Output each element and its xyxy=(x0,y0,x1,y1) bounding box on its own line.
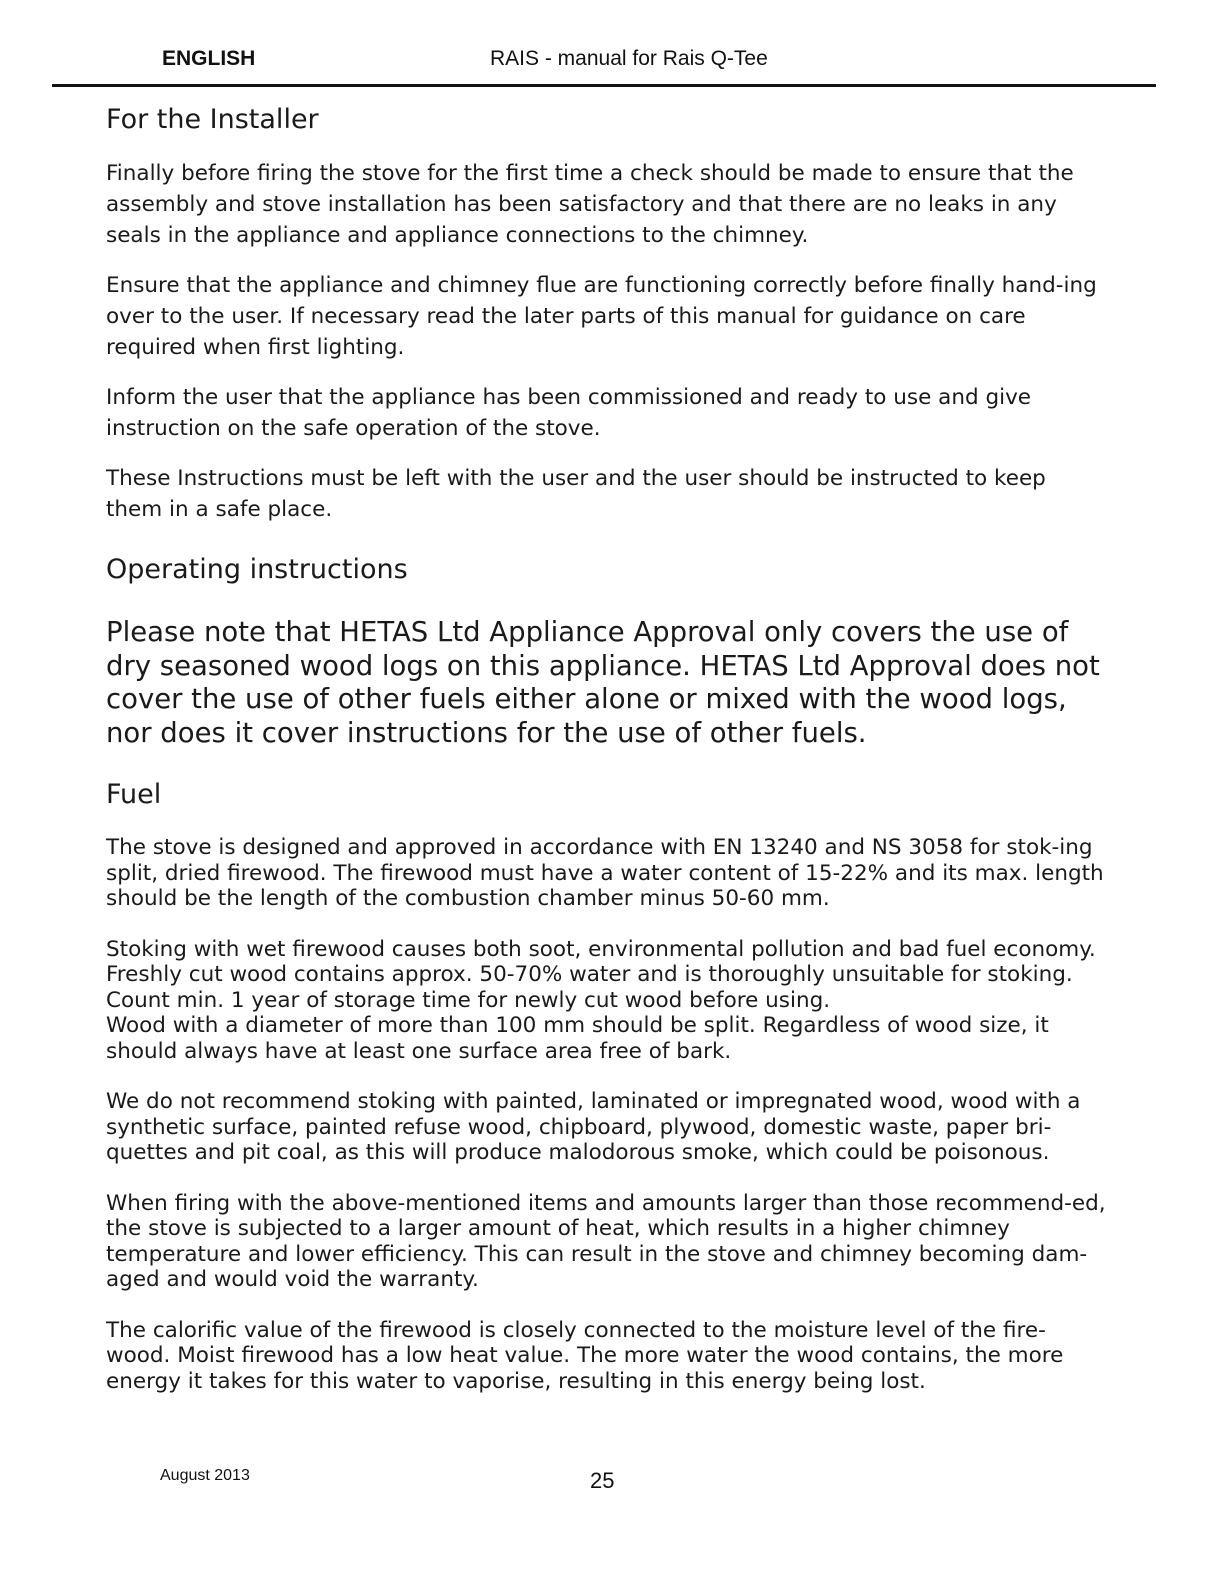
installer-paragraph-3: Inform the user that the appliance has been commissioned and ready to use and give instruction on the safe operation of the stove. xyxy=(106,385,1032,441)
installer-paragraph-1: Finally before firing the stove for the first time a check should be made to ensure that the assembly and stove installation has been satisfactory and that there are no leaks in any seals in the appliance and appliance connections to the chimney. xyxy=(106,161,1074,248)
footer-date: August 2013 xyxy=(160,1467,250,1484)
hetas-approval-note: Please note that HETAS Ltd Appliance Approval only covers the use of dry seasoned wood logs on this appliance. HETAS Ltd Approval does not cover the use of other fuels either alone or mixed with the wood logs, nor does it cover instructions for the use of other fuels. xyxy=(106,616,1100,749)
header-title: RAIS - manual for Rais Q-Tee xyxy=(490,47,768,70)
fuel-paragraph-1: The stove is designed and approved in accordance with EN 13240 and NS 3058 for stok-ing split, dried firewood. The firewood must have a water content of 15-22% and its max. length should be the length of the combustion chamber minus 50-60 mm. xyxy=(106,835,1104,911)
installer-paragraph-4: These Instructions must be left with the user and the user should be instructed to keep them in a safe place. xyxy=(106,466,1046,522)
operating-heading: Operating instructions xyxy=(106,554,408,585)
installer-paragraph-2: Ensure that the appliance and chimney flue are functioning correctly before finally hand-ing over to the user. If necessary read the later parts of this manual for guidance on care required when first lighting. xyxy=(106,273,1097,360)
installer-heading: For the Installer xyxy=(106,104,319,135)
fuel-paragraph-5: When firing with the above-mentioned items and amounts larger than those recommend-ed, the stove is subjected to a larger amount of heat, which results in a higher chimney temperature and lower efficiency. This can result in the stove and chimney becoming dam-aged and would void the warranty. xyxy=(106,1190,1106,1292)
fuel-paragraph-2: Stoking with wet firewood causes both soot, environmental pollution and bad fuel economy. Freshly cut wood contains approx. 50-70% water and is thoroughly unsuitable for stoking. Count min. 1 year of storage time for newly cut wood before using. xyxy=(106,936,1096,1013)
page-number: 25 xyxy=(590,1468,615,1493)
header-language: ENGLISH xyxy=(162,47,256,70)
page-content xyxy=(106,100,1106,1394)
fuel-paragraph-3: Wood with a diameter of more than 100 mm should be split. Regardless of wood size, it should always have at least one surface area free of bark. xyxy=(106,1013,1049,1064)
header-divider xyxy=(52,84,1156,87)
fuel-heading: Fuel xyxy=(106,779,162,810)
fuel-paragraph-4: We do not recommend stoking with painted, laminated or impregnated wood, wood with a synthetic surface, painted refuse wood, chipboard, plywood, domestic waste, paper bri-quettes and pit coal, as this will produce malodorous smoke, which could be poisonous. xyxy=(106,1089,1081,1165)
fuel-paragraph-6: The calorific value of the firewood is closely connected to the moisture level of the fire-wood. Moist firewood has a low heat value. The more water the wood contains, the more energy it takes for this water to vaporise, resulting in this energy being lost. xyxy=(106,1317,1064,1394)
